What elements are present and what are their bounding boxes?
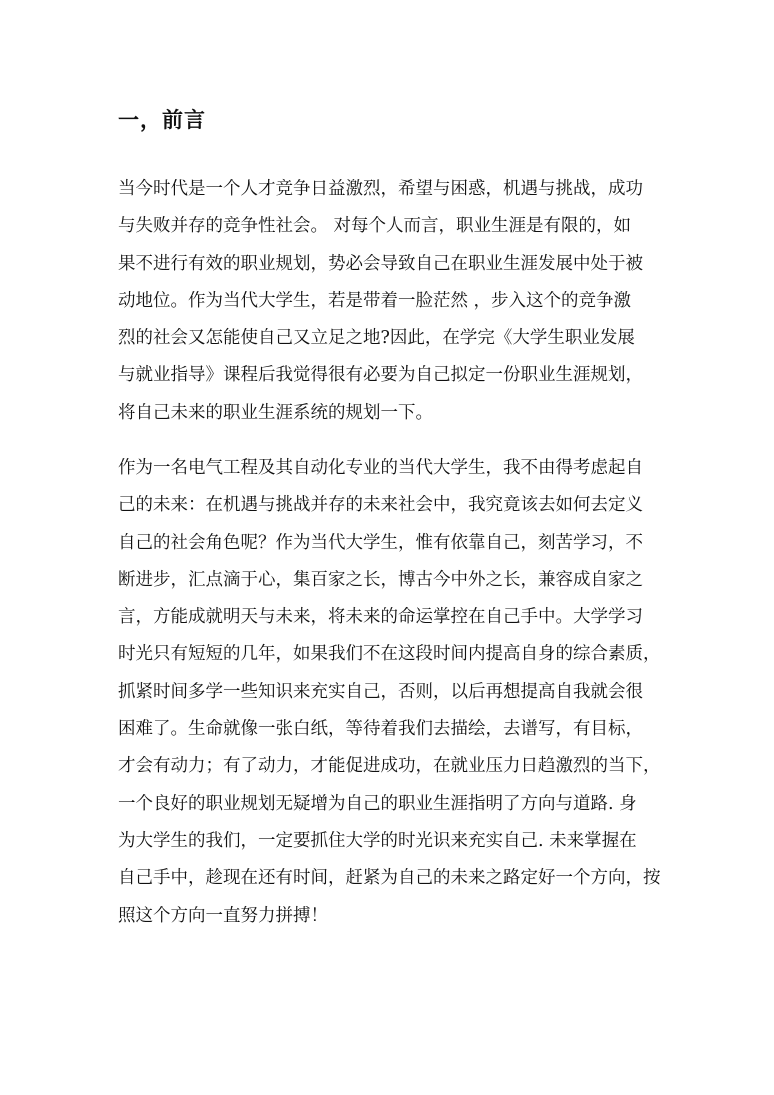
paragraph-line: 抓紧时间多学一些知识来充实自己，否则，以后再想提高自我就会很 bbox=[118, 681, 643, 702]
paragraph-line: 将自己未来的职业生涯系统的规划一下。 bbox=[118, 402, 433, 423]
paragraph-line: 当今时代是一个人才竞争日益激烈，希望与困惑，机遇与挑战，成功 bbox=[118, 179, 643, 199]
paragraph-line: 己的未来：在机遇与挑战并存的未来社会中，我究竟该去如何去定义 bbox=[118, 495, 643, 516]
body-paragraph bbox=[118, 450, 678, 935]
paragraph-line: 烈的社会又怎能使自己又立足之地?因此，在学完《大学生职业发展 bbox=[118, 328, 635, 349]
paragraph-line: 时光只有短短的几年，如果我们不在这段时间内提高自身的综合素质， bbox=[118, 644, 661, 665]
paragraph-line: 自己的社会角色呢？作为当代大学生，惟有依靠自己，刻苦学习，不 bbox=[118, 532, 643, 553]
paragraph-line: 断进步，汇点滴于心，集百家之长，博古今中外之长，兼容成自家之 bbox=[118, 569, 643, 590]
paragraph-line: 自己手中，趁现在还有时间，赶紧为自己的未来之路定好一个方向，按 bbox=[118, 868, 661, 889]
paragraph-line: 作为一名电气工程及其自动化专业的当代大学生，我不由得考虑起自 bbox=[118, 458, 643, 478]
paragraph-line: 果不进行有效的职业规划，势必会导致自己在职业生涯发展中处于被 bbox=[118, 253, 643, 274]
paragraph-line: 言，方能成就明天与未来，将未来的命运掌控在自己手中。大学学习 bbox=[118, 607, 643, 628]
paragraph-line: 与失败并存的竞争性社会。 对每个人而言，职业生涯是有限的，如 bbox=[118, 216, 632, 237]
paragraph-line: 一个良好的职业规划无疑增为自己的职业生涯指明了方向与道路. 身 bbox=[118, 793, 637, 814]
paragraph-line: 才会有动力；有了动力，才能促进成功，在就业压力日趋激烈的当下， bbox=[118, 756, 661, 777]
paragraph-line: 动地位。作为当代大学生，若是带着一脸茫然 ，步入这个的竞争激 bbox=[118, 290, 632, 311]
paragraph-line: 与就业指导》课程后我觉得很有必要为自己拟定一份职业生涯规划， bbox=[118, 365, 643, 386]
section-heading: 一，前言 bbox=[118, 107, 206, 132]
intro-paragraph bbox=[118, 171, 678, 432]
paragraph-line: 照这个方向一直努力拼搏！ bbox=[118, 905, 328, 926]
paragraph-line: 为大学生的我们，一定要抓住大学的时光识来充实自己. 未来掌握在 bbox=[118, 830, 637, 851]
paragraph-line: 困难了。生命就像一张白纸，等待着我们去描绘，去谱写，有目标， bbox=[118, 719, 643, 740]
